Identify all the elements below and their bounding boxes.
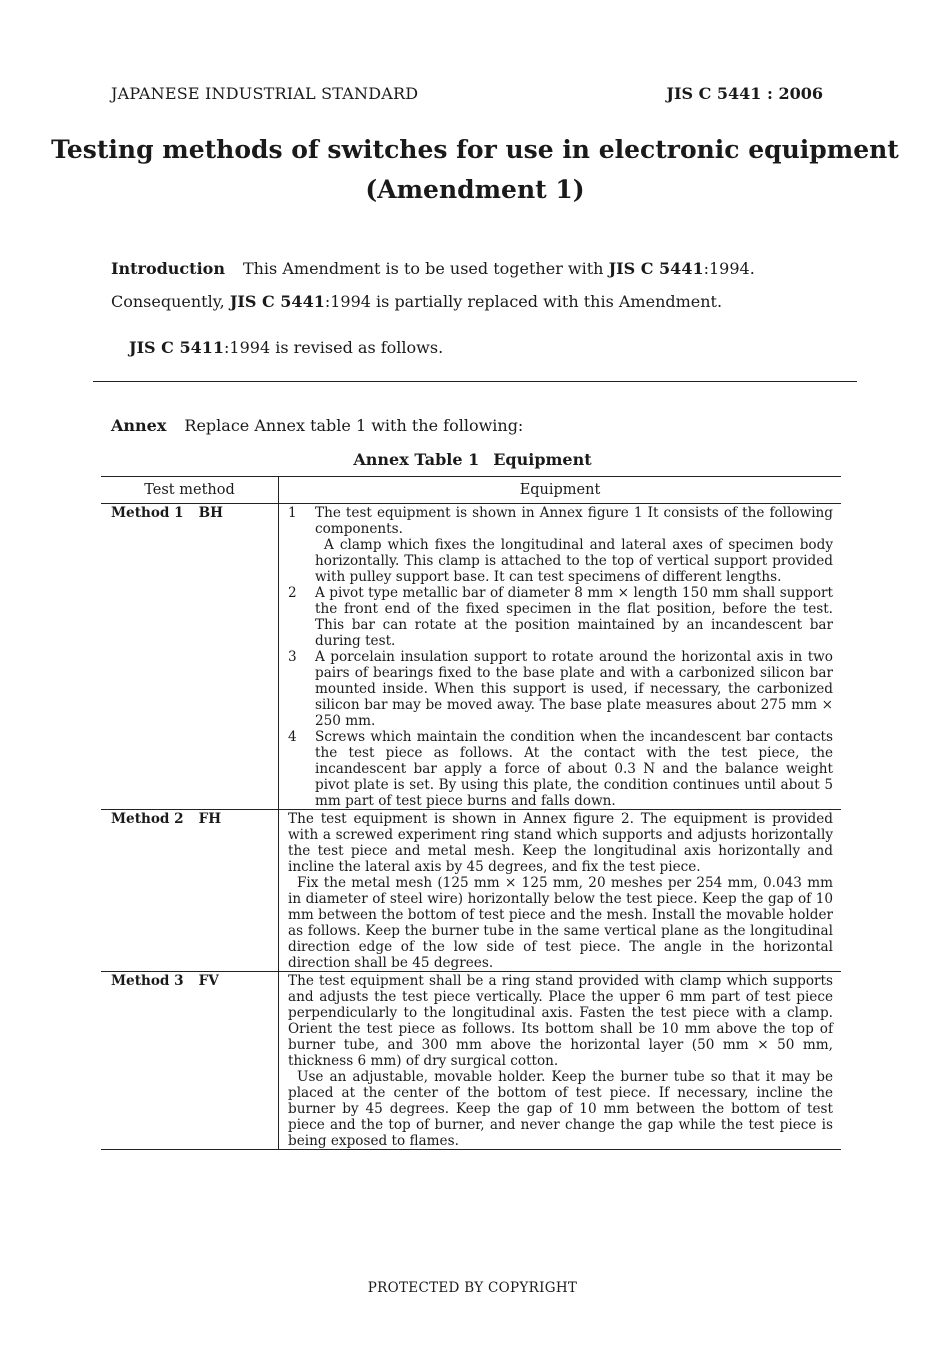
method-name: Method 2: [111, 811, 184, 827]
intro-line2-lead: Consequently,: [111, 292, 230, 311]
equipment-cell: [279, 972, 842, 1150]
method-code: BH: [198, 505, 223, 521]
item-number: 2: [288, 585, 297, 601]
intro-text: This Amendment is to be used together with: [242, 259, 609, 278]
item-text: A porcelain insulation support to rotate around the horizontal axis in two pairs of bearings fixed to the base plate and with a carbonized silicon bar mounted inside. When this support is used, if necessary, the carbonized silicon bar may be moved away. The base plate measures about 275 mm × 250 mm.: [315, 649, 833, 729]
table-row-method-3: [101, 972, 841, 1150]
method-name: Method 1: [111, 505, 184, 521]
item-number: 1: [288, 505, 297, 521]
equipment-cell: [279, 504, 842, 810]
equipment-paragraph: Fix the metal mesh (125 mm × 125 mm, 20 meshes per 254 mm, 0.043 mm in diameter of steel wire) horizontally below the test piece. Keep the gap of 10 mm between the bottom of test piece and the mesh. Install the movable holder as follows. Keep the burner tube in the same vertical plane as the longitudinal direction edge of the low side of test piece. The angle in the horizontal direction shall be 45 degrees.: [288, 875, 833, 971]
intro-line-1: [111, 259, 755, 278]
item-text: A pivot type metallic bar of diameter 8 mm × length 150 mm shall support the front end of the fixed specimen in the flat position, before the test. This bar can rotate at the position maintained by an incandescent bar during test.: [315, 585, 833, 649]
equipment-paragraph: The test equipment shall be a ring stand provided with clamp which supports and adjusts the test piece vertically. Place the upper 6 mm part of test piece perpendicularly to the longitudinal axis. Fasten the test piece with a clamp. Orient the test piece as follows. Its bottom shall be 10 mm above the top of burner tube, and 300 mm above the horizontal layer (50 mm × 50 mm, thickness 6 mm) of dry surgical cotton.: [288, 973, 833, 1069]
equipment-cell: [279, 810, 842, 972]
intro-label: Introduction: [111, 259, 225, 278]
page-title: Testing methods of switches for use in electronic equipment: [51, 135, 899, 164]
header-standard-number: JIS C 5441 : 2006: [666, 84, 823, 103]
column-header-equipment: Equipment: [279, 477, 842, 504]
table-caption-title: Equipment: [493, 450, 592, 469]
annex-instruction: [111, 416, 523, 435]
item-number: 4: [288, 729, 297, 745]
item-subtext: A clamp which fixes the longitudinal and lateral axes of specimen body horizontally. This clamp is attached to the top of vertical support provided with pulley support base. It can test specimens of different lengths.: [315, 537, 833, 585]
intro-line2-std: JIS C 5441: [229, 292, 325, 311]
intro-std-year: :1994.: [703, 259, 755, 278]
equipment-table: [101, 476, 841, 1150]
equipment-paragraph: Use an adjustable, movable holder. Keep the burner tube so that it may be placed at the center of the bottom of test piece. If necessary, incline the burner by 45 degrees. Keep the gap of 10 mm between the bottom of test piece and the top of burner, and never change the gap while the test piece is being exposed to flames.: [288, 1069, 833, 1149]
table-caption-number: Annex Table 1: [353, 450, 480, 469]
intro-line2-tail: :1994 is partially replaced with this Amendment.: [324, 292, 723, 311]
method-cell: [101, 504, 279, 810]
table-row-method-2: [101, 810, 841, 972]
annex-text: Replace Annex table 1 with the following:: [184, 416, 524, 435]
copyright-footer: PROTECTED BY COPYRIGHT: [367, 1280, 578, 1296]
column-header-test-method: Test method: [101, 477, 279, 504]
intro-line3-std: JIS C 5411: [129, 338, 225, 357]
equipment-item: [288, 585, 833, 649]
method-cell: [101, 972, 279, 1150]
intro-std-ref: JIS C 5441: [608, 259, 704, 278]
item-text: The test equipment is shown in Annex figure 1 It consists of the following components.: [315, 505, 833, 537]
method-name: Method 3: [111, 973, 184, 989]
method-code: FH: [198, 811, 222, 827]
table-header-row: [101, 477, 841, 504]
item-text: Screws which maintain the condition when the incandescent bar contacts the test piece as follows. At the contact with the test piece, the incandescent bar apply a force of about 0.3 N and the balance weight pivot plate is set. By using this plate, the condition continues until about 5 mm part of test piece burns and falls down.: [315, 729, 833, 809]
equipment-item: [288, 729, 833, 809]
section-divider: [93, 381, 857, 382]
method-cell: [101, 810, 279, 972]
table-caption: [0, 450, 945, 469]
intro-line3-tail: :1994 is revised as follows.: [224, 338, 444, 357]
header-standard-label: JAPANESE INDUSTRIAL STANDARD: [111, 84, 419, 103]
intro-line-2: [111, 292, 722, 311]
intro-line-3: [129, 338, 443, 357]
item-number: 3: [288, 649, 297, 665]
equipment-item: [288, 505, 833, 585]
page-subtitle: (Amendment 1): [365, 175, 585, 204]
equipment-paragraph: The test equipment is shown in Annex figure 2. The equipment is provided with a screwed experiment ring stand which supports and adjusts horizontally the test piece and metal mesh. Keep the longitudinal axis horizontally and incline the lateral axis by 45 degrees, and fix the test piece.: [288, 811, 833, 875]
equipment-item: [288, 649, 833, 729]
method-code: FV: [198, 973, 219, 989]
table-row-method-1: [101, 504, 841, 810]
annex-label: Annex: [111, 416, 167, 435]
